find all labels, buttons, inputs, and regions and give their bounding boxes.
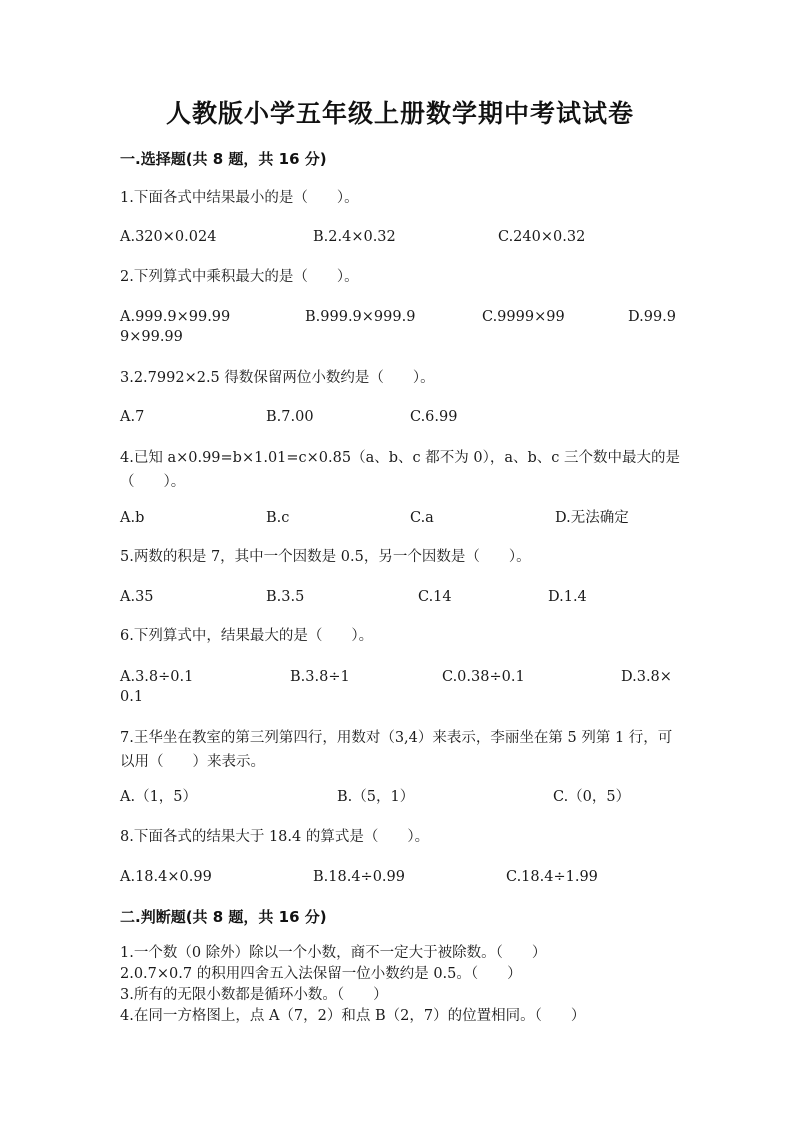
options-row-4 bbox=[0, 506, 800, 530]
option-5a: A.35 bbox=[120, 589, 154, 605]
section-heading-judge: 二.判断题(共 8 题，共 16 分) bbox=[120, 908, 327, 926]
options-row-7 bbox=[0, 785, 800, 809]
question-stem-4: 4.已知 a×0.99=b×1.01=c×0.85（a、b、c 都不为 0），a、b、c 三个数中最大的是（ ）。 bbox=[120, 450, 680, 490]
exam-title: 人教版小学五年级上册数学期中考试试卷 bbox=[165, 99, 634, 128]
question-stem-3: 3.2.7992×2.5 得数保留两位小数约是（ ）。 bbox=[120, 370, 435, 386]
option-4d: D.无法确定 bbox=[555, 510, 629, 526]
question-stem-8: 8.下面各式的结果大于 18.4 的算式是（ ）。 bbox=[120, 829, 430, 845]
options-row-3 bbox=[0, 405, 800, 429]
option-1a: A.320×0.024 bbox=[120, 229, 217, 245]
options-row-8 bbox=[0, 865, 800, 889]
option-8a: A.18.4×0.99 bbox=[120, 869, 212, 885]
option-7b: B.（5，1） bbox=[337, 789, 415, 805]
option-6b: B.3.8÷1 bbox=[290, 669, 350, 685]
option-4a: A.b bbox=[120, 510, 145, 526]
options-row-1 bbox=[0, 225, 800, 249]
option-2d-wrap: 9×99.99 bbox=[120, 329, 183, 345]
option-6d: D.3.8× bbox=[621, 669, 672, 685]
option-4c: C.a bbox=[410, 510, 434, 526]
option-5d: D.1.4 bbox=[548, 589, 587, 605]
judge-item-1: 1.一个数（0 除外）除以一个小数，商不一定大于被除数。（ ） bbox=[120, 945, 547, 961]
option-8c: C.18.4÷1.99 bbox=[506, 869, 598, 885]
option-2a: A.999.9×99.99 bbox=[120, 309, 231, 325]
option-6c: C.0.38÷0.1 bbox=[442, 669, 525, 685]
question-stem-1: 1.下面各式中结果最小的是（ ）。 bbox=[120, 190, 359, 206]
option-1c: C.240×0.32 bbox=[498, 229, 586, 245]
option-2b: B.999.9×999.9 bbox=[305, 309, 416, 325]
judge-item-3: 3.所有的无限小数都是循环小数。（ ） bbox=[120, 987, 388, 1003]
option-4b: B.c bbox=[266, 510, 290, 526]
judge-item-4: 4.在同一方格图上，点 A（7，2）和点 B（2，7）的位置相同。（ ） bbox=[120, 1008, 586, 1024]
options-row-5 bbox=[0, 585, 800, 609]
option-3a: A.7 bbox=[120, 409, 145, 425]
option-2d: D.99.9 bbox=[628, 309, 677, 325]
option-5c: C.14 bbox=[418, 589, 452, 605]
question-stem-2: 2.下列算式中乘积最大的是（ ）。 bbox=[120, 269, 359, 285]
option-6a: A.3.8÷0.1 bbox=[120, 669, 194, 685]
option-1b: B.2.4×0.32 bbox=[313, 229, 396, 245]
question-stem-7: 7.王华坐在教室的第三列第四行，用数对（3,4）来表示，李丽坐在第 5 列第 1 行，可以用（ ）来表示。 bbox=[120, 730, 673, 770]
section-heading-choice: 一.选择题(共 8 题，共 16 分) bbox=[120, 150, 327, 168]
option-3c: C.6.99 bbox=[410, 409, 458, 425]
question-stem-5: 5.两数的积是 7，其中一个因数是 0.5，另一个因数是（ ）。 bbox=[120, 549, 531, 565]
option-8b: B.18.4÷0.99 bbox=[313, 869, 405, 885]
judge-item-2: 2.0.7×0.7 的积用四舍五入法保留一位小数约是 0.5。（ ） bbox=[120, 966, 522, 982]
option-6d-wrap: 0.1 bbox=[120, 689, 144, 705]
option-3b: B.7.00 bbox=[266, 409, 314, 425]
option-5b: B.3.5 bbox=[266, 589, 305, 605]
option-7c: C.（0，5） bbox=[553, 789, 631, 805]
option-7a: A.（1，5） bbox=[120, 789, 198, 805]
option-2c: C.9999×99 bbox=[482, 309, 565, 325]
question-stem-6: 6.下列算式中，结果最大的是（ ）。 bbox=[120, 628, 374, 644]
